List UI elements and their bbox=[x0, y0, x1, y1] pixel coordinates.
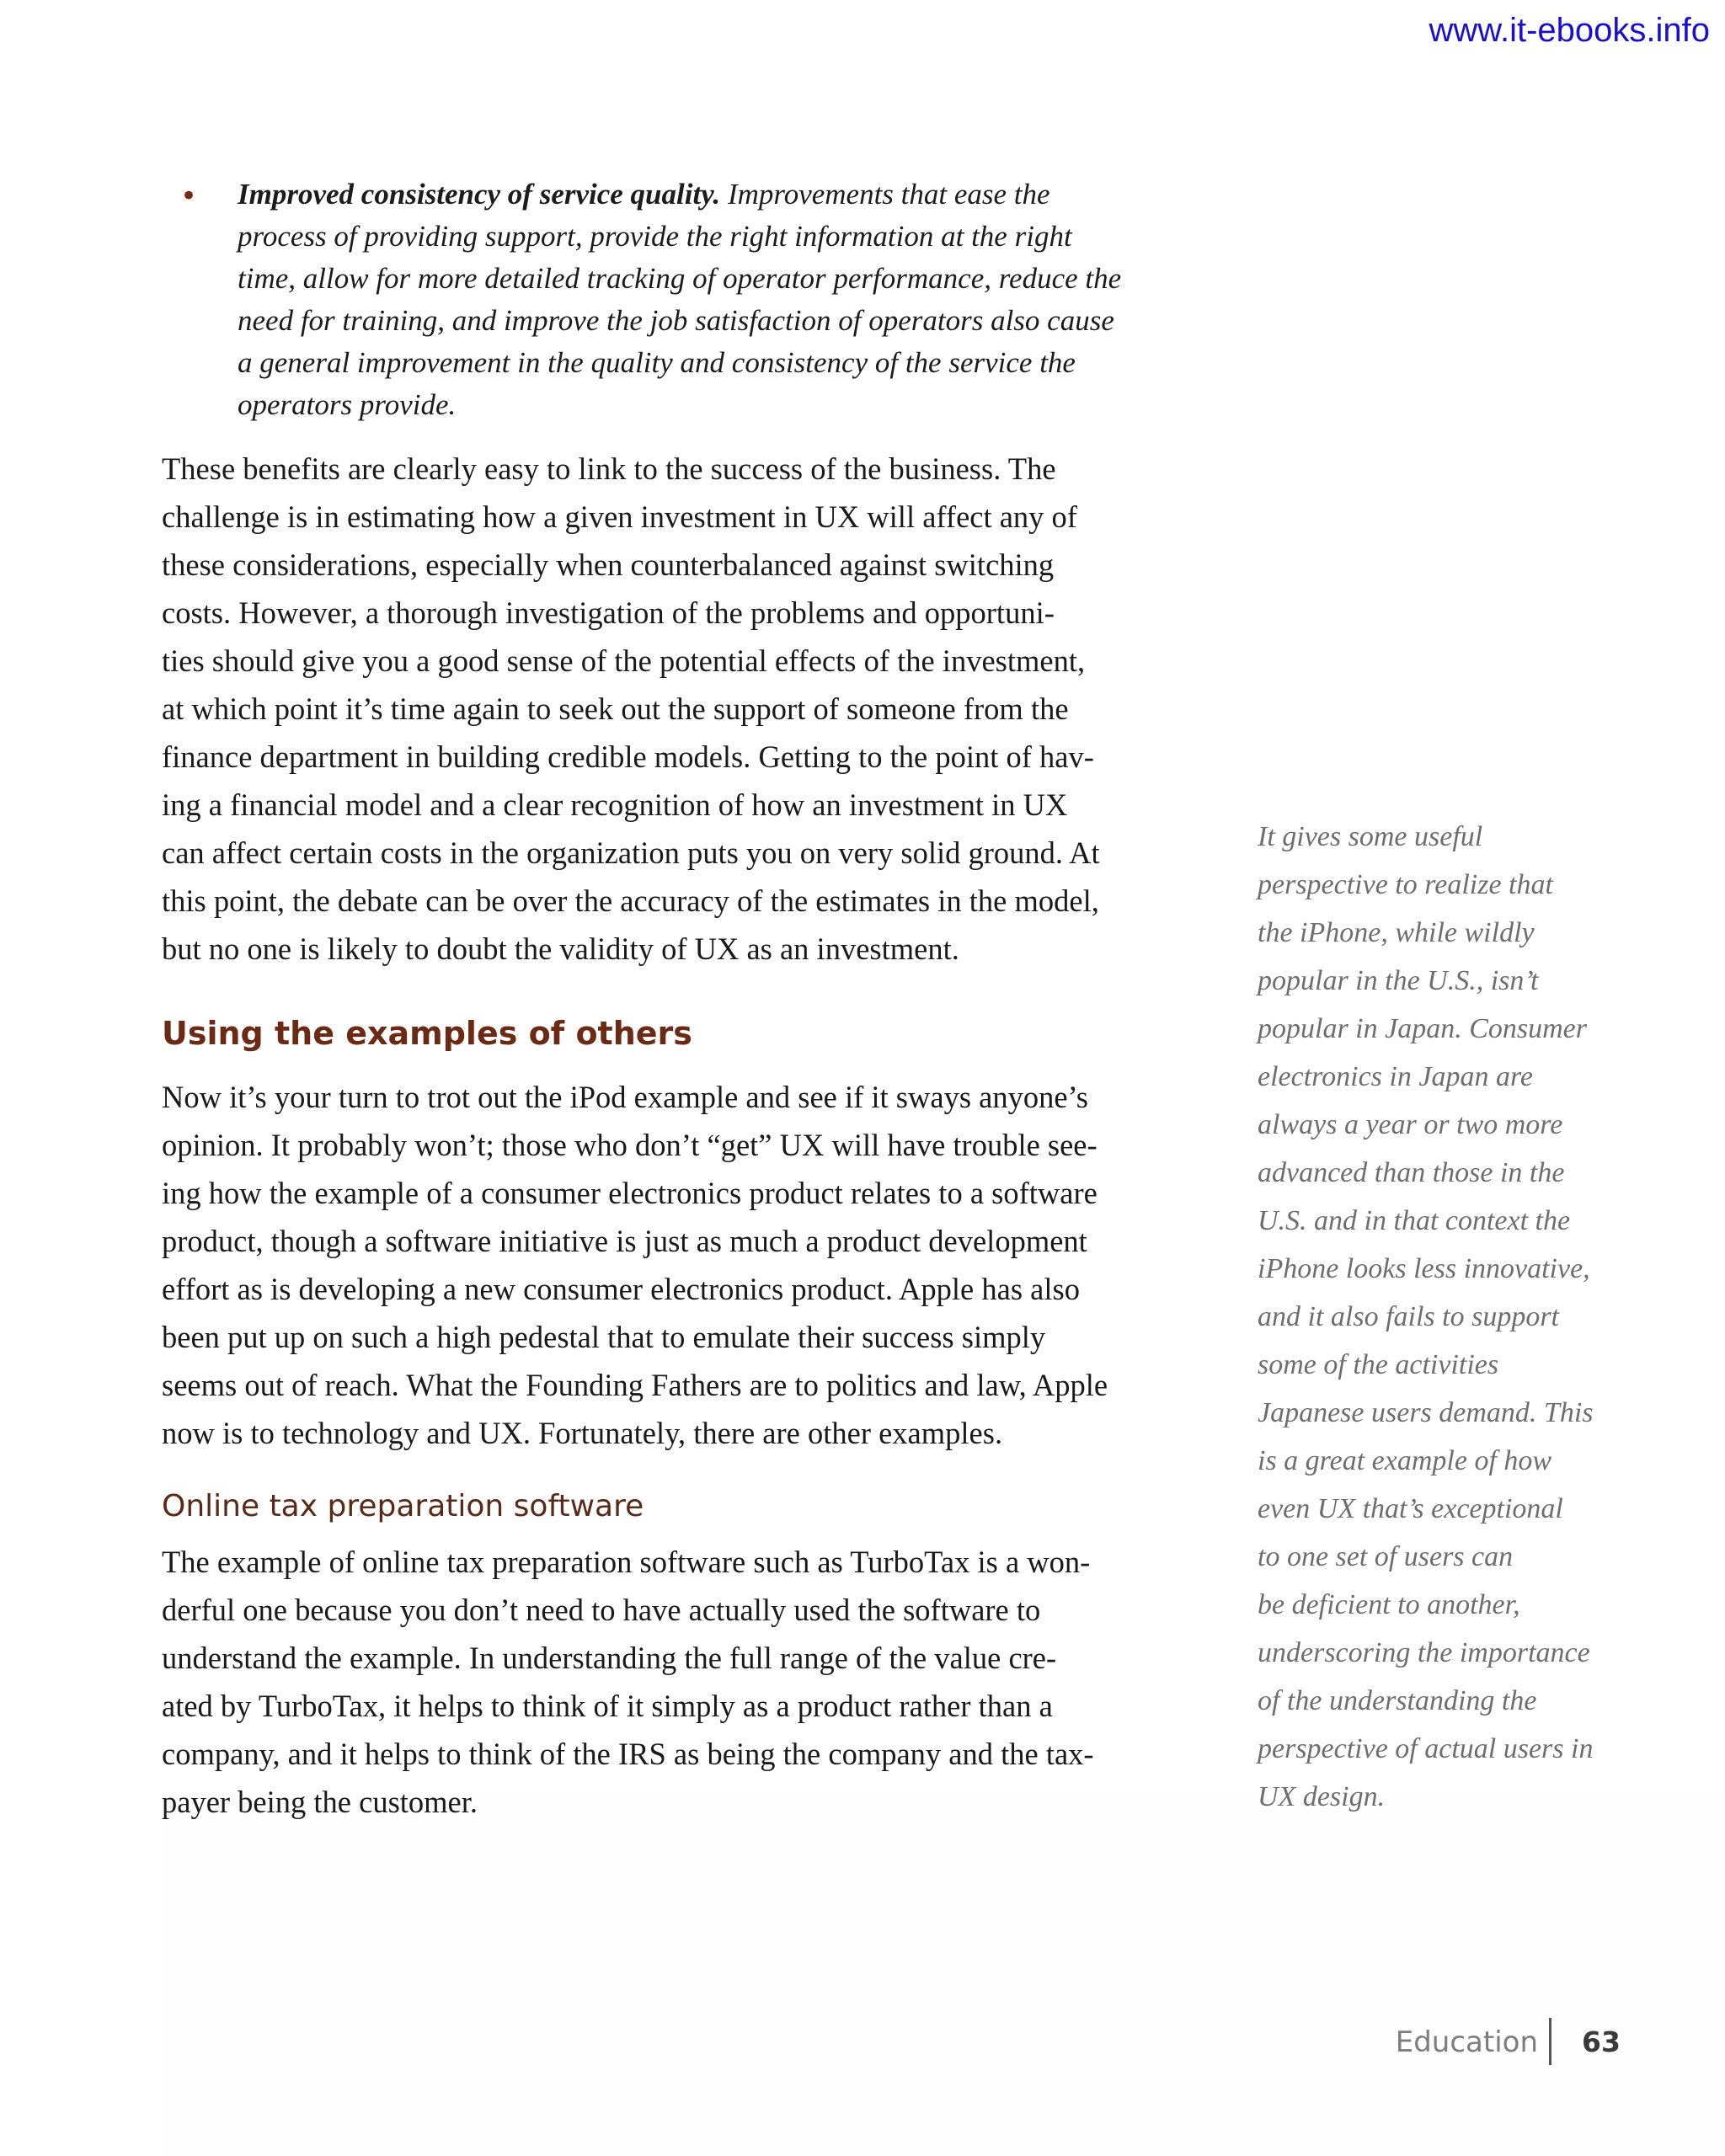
note-line: always a year or two more bbox=[1258, 1109, 1563, 1140]
text-line: seems out of reach. What the Founding Fathers are to politics and law, Apple bbox=[162, 1368, 1108, 1402]
page-number: 63 bbox=[1582, 2025, 1621, 2058]
note-line: perspective of actual users in bbox=[1258, 1733, 1594, 1764]
text-line: finance department in building credible models. Getting to the point of hav- bbox=[162, 739, 1094, 774]
text-line: but no one is likely to doubt the validity of UX as an investment. bbox=[162, 931, 959, 966]
note-line: advanced than those in the bbox=[1258, 1157, 1565, 1188]
bullet-text bbox=[238, 173, 1189, 426]
text-line: Now it’s your turn to trot out the iPod example and see if it sways anyone’s bbox=[162, 1080, 1088, 1114]
text-line: costs. However, a thorough investigation of the problems and opportuni- bbox=[162, 595, 1055, 630]
bullet-line bbox=[238, 173, 1189, 216]
margin-note bbox=[1258, 813, 1645, 1821]
bullet-line: operators provide. bbox=[238, 388, 457, 421]
bullet-dot-icon: • bbox=[180, 179, 198, 213]
note-line: is a great example of how bbox=[1258, 1445, 1552, 1476]
text-line: this point, the debate can be over the accuracy of the estimates in the model, bbox=[162, 883, 1099, 918]
bullet-line: a general improvement in the quality and consistency of the service the bbox=[238, 346, 1076, 379]
text-line: ing a financial model and a clear recognition of how an investment in UX bbox=[162, 787, 1068, 822]
text-line: payer being the customer. bbox=[162, 1785, 478, 1819]
footer-divider bbox=[1549, 2018, 1551, 2065]
text-line: these considerations, especially when counterbalanced against switching bbox=[162, 547, 1055, 582]
bullet-lead: Improved consistency of service quality. bbox=[238, 178, 721, 211]
paragraph-turbotax bbox=[162, 1538, 1206, 1826]
note-line: iPhone looks less innovative, bbox=[1258, 1253, 1590, 1284]
text-line: ties should give you a good sense of the potential effects of the investment, bbox=[162, 643, 1086, 678]
note-line: popular in Japan. Consumer bbox=[1258, 1013, 1587, 1044]
text-line: now is to technology and UX. Fortunately, there are other examples. bbox=[162, 1416, 1003, 1450]
text-line: company, and it helps to think of the IRS as being the company and the tax- bbox=[162, 1737, 1094, 1771]
note-line: even UX that’s exceptional bbox=[1258, 1493, 1563, 1524]
text-line: understand the example. In understanding the full range of the value cre- bbox=[162, 1641, 1057, 1675]
text-line: can affect certain costs in the organization puts you on very solid ground. At bbox=[162, 835, 1100, 870]
section-heading: Using the examples of others bbox=[162, 1015, 692, 1052]
note-line: perspective to realize that bbox=[1258, 869, 1553, 900]
note-line: the iPhone, while wildly bbox=[1258, 917, 1535, 948]
paragraph-benefits bbox=[162, 445, 1206, 973]
page-footer bbox=[1365, 2015, 1718, 2073]
note-line: to one set of users can bbox=[1258, 1541, 1514, 1572]
text-line: effort as is developing a new consumer electronics product. Apple has also bbox=[162, 1272, 1080, 1306]
note-line: underscoring the importance bbox=[1258, 1637, 1590, 1668]
text-line: These benefits are clearly easy to link to the success of the business. The bbox=[162, 451, 1056, 486]
text-line: ated by TurboTax, it helps to think of it simply as a product rather than a bbox=[162, 1689, 1053, 1723]
note-line: and it also fails to support bbox=[1258, 1301, 1559, 1332]
text-line: ing how the example of a consumer electronics product relates to a software bbox=[162, 1176, 1097, 1210]
note-line: be deficient to another, bbox=[1258, 1589, 1520, 1620]
note-line: U.S. and in that context the bbox=[1258, 1205, 1571, 1236]
page-background-shade bbox=[162, 1794, 1725, 2156]
note-line: popular in the U.S., isn’t bbox=[1258, 965, 1539, 996]
text-line: derful one because you don’t need to have actually used the software to bbox=[162, 1593, 1041, 1627]
note-line: electronics in Japan are bbox=[1258, 1061, 1534, 1092]
text-line: been put up on such a high pedestal that to emulate their success simply bbox=[162, 1320, 1046, 1354]
bullet-line: time, allow for more detailed tracking of operator performance, reduce the bbox=[238, 262, 1122, 295]
bullet-line: process of providing support, provide the right information at the right bbox=[238, 220, 1072, 253]
subsection-heading: Online tax preparation software bbox=[162, 1489, 644, 1524]
watermark-link[interactable]: www.it-ebooks.info bbox=[1429, 12, 1710, 49]
text-line: challenge is in estimating how a given investment in UX will affect any of bbox=[162, 499, 1077, 534]
bullet-line: need for training, and improve the job satisfaction of operators also cause bbox=[238, 304, 1114, 337]
note-line: UX design. bbox=[1258, 1781, 1386, 1812]
note-line: of the understanding the bbox=[1258, 1685, 1537, 1716]
note-line: Japanese users demand. This bbox=[1258, 1397, 1594, 1428]
note-line: some of the activities bbox=[1258, 1349, 1499, 1380]
note-line: It gives some useful bbox=[1258, 821, 1483, 852]
text-line: at which point it’s time again to seek out the support of someone from the bbox=[162, 691, 1069, 726]
paragraph-ipod-example bbox=[162, 1073, 1206, 1457]
text-line: product, though a software initiative is just as much a product development bbox=[162, 1224, 1087, 1258]
text-line: The example of online tax preparation software such as TurboTax is a won- bbox=[162, 1545, 1091, 1579]
text-line: opinion. It probably won’t; those who don’t “get” UX will have trouble see- bbox=[162, 1128, 1097, 1162]
bullet-line-rest: Improvements that ease the bbox=[720, 178, 1050, 211]
footer-section-title: Education bbox=[1395, 2025, 1538, 2059]
